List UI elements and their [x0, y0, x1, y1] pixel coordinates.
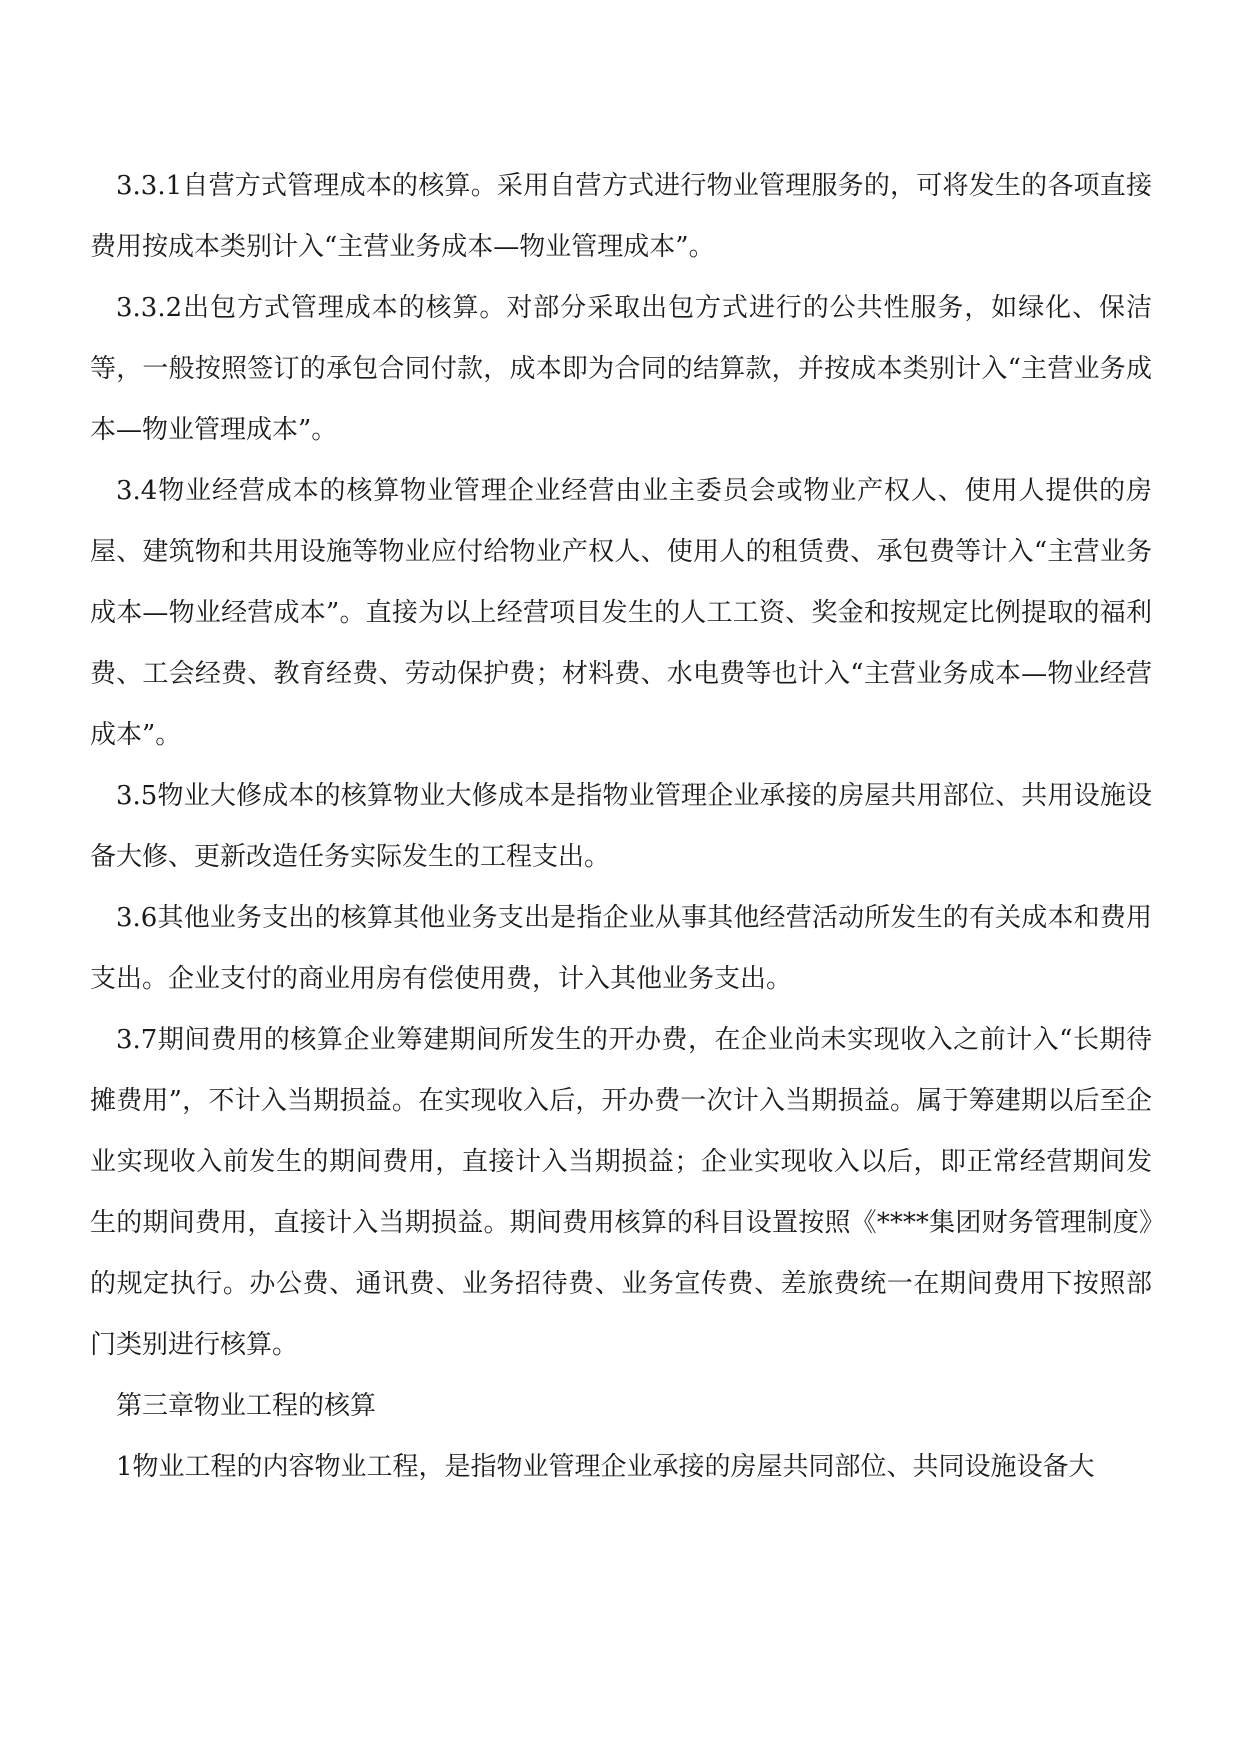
paragraph-3-4: 3.4物业经营成本的核算物业管理企业经营由业主委员会或物业产权人、使用人提供的房屋、建筑物和共用设施等物业应付给物业产权人、使用人的租赁费、承包费等计入“主营业务成本—物业经营成本”。直接为以上经营项目发生的人工工资、奖金和按规定比例提取的福利费、工会经费、教育经费、劳动保护费；材料费、水电费等也计入“主营业务成本—物业经营成本”。: [90, 476, 1152, 750]
document-body: [90, 156, 1152, 1498]
paragraph-3-6: 3.6其他业务支出的核算其他业务支出是指企业从事其他经营活动所发生的有关成本和费用支出。企业支付的商业用房有偿使用费，计入其他业务支出。: [90, 903, 1152, 994]
paragraph-3-3-1: 3.3.1自营方式管理成本的核算。采用自营方式进行物业管理服务的，可将发生的各项直接费用按成本类别计入“主营业务成本—物业管理成本”。: [90, 171, 1152, 262]
paragraph-3-5: 3.5物业大修成本的核算物业大修成本是指物业管理企业承接的房屋共用部位、共用设施设备大修、更新改造任务实际发生的工程支出。: [90, 781, 1152, 872]
chapter-heading: 第三章物业工程的核算: [116, 1391, 377, 1421]
paragraph-3-3-2: 3.3.2出包方式管理成本的核算。对部分采取出包方式进行的公共性服务，如绿化、保洁等，一般按照签订的承包合同付款，成本即为合同的结算款，并按成本类别计入“主营业务成本—物业管理成本”。: [90, 293, 1152, 445]
paragraph-1: 1物业工程的内容物业工程，是指物业管理企业承接的房屋共同部位、共同设施设备大: [116, 1452, 1095, 1482]
paragraph-3-7: 3.7期间费用的核算企业筹建期间所发生的开办费，在企业尚未实现收入之前计入“长期待摊费用”，不计入当期损益。在实现收入后，开办费一次计入当期损益。属于筹建期以后至企业实现收入前发生的期间费用，直接计入当期损益；企业实现收入以后，即正常经营期间发生的期间费用，直接计入当期损益。期间费用核算的科目设置按照《****集团财务管理制度》的规定执行。办公费、通讯费、业务招待费、业务宣传费、差旅费统一在期间费用下按照部门类别进行核算。: [90, 1025, 1152, 1360]
